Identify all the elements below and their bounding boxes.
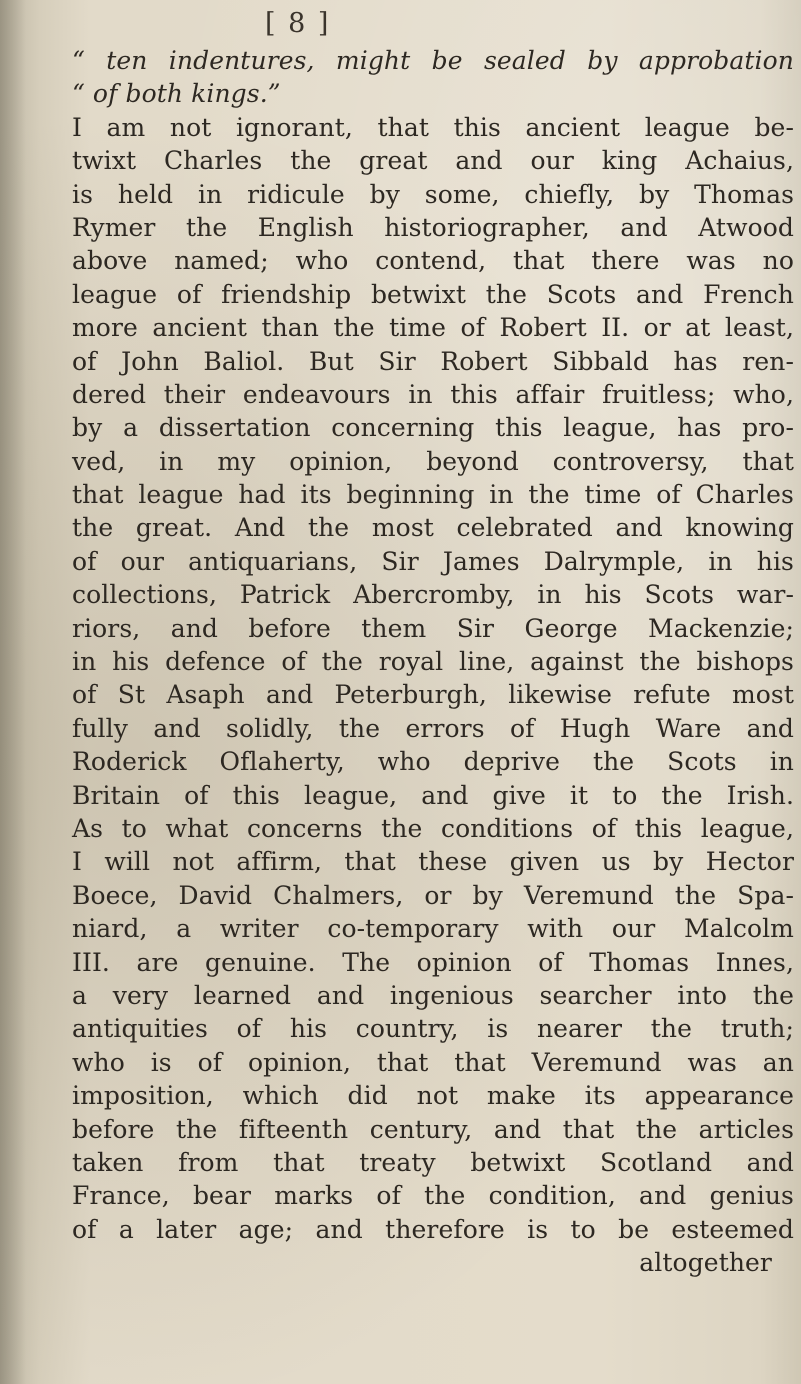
- text-line: dered their endeavours in this affair fruitless; who,: [72, 379, 794, 409]
- text-line: I am not ignorant, that this ancient league be-: [72, 112, 794, 142]
- text-line: riors, and before them Sir George Mackenzie;: [72, 613, 794, 643]
- text-line: is held in ridicule by some, chiefly, by Thomas: [72, 179, 794, 209]
- text-line: antiquities of his country, is nearer the truth;: [72, 1014, 794, 1044]
- text-line: III. are genuine. The opinion of Thomas Innes,: [72, 947, 794, 977]
- text-line: I will not affirm, that these given us by Hector: [72, 847, 794, 877]
- text-line: France, bear marks of the condition, and genius: [72, 1181, 794, 1211]
- text-line: the great. And the most celebrated and knowing: [72, 513, 794, 543]
- text-line: of a later age; and therefore is to be esteemed: [72, 1214, 794, 1244]
- text-line: of John Baliol. But Sir Robert Sibbald has ren-: [72, 346, 794, 376]
- text-line: “ ten indentures, might be sealed by approbation: [72, 46, 794, 75]
- text-line: before the fifteenth century, and that the articles: [72, 1114, 794, 1144]
- text-line: collections, Patrick Abercromby, in his Scots war-: [72, 580, 794, 610]
- text-line: Britain of this league, and give it to the Irish.: [72, 780, 794, 810]
- text-line: twixt Charles the great and our king Achaius,: [72, 146, 794, 176]
- text-line: imposition, which did not make its appearance: [72, 1081, 794, 1111]
- text-line: Roderick Oflaherty, who deprive the Scots in: [72, 747, 794, 777]
- text-line: that league had its beginning in the time of Charles: [72, 480, 794, 510]
- text-line: taken from that treaty betwixt Scotland and: [72, 1147, 794, 1177]
- text-line: ved, in my opinion, beyond controversy, that: [72, 446, 794, 476]
- text-line: more ancient than the time of Robert II. or at least,: [72, 313, 794, 343]
- text-line: in his defence of the royal line, against the bishops: [72, 647, 794, 677]
- text-line: “ of both kings.”: [72, 79, 281, 109]
- text-line: fully and solidly, the errors of Hugh Ware and: [72, 713, 794, 743]
- page-gutter-shadow: [0, 0, 26, 1384]
- text-line: niard, a writer co-temporary with our Malcolm: [72, 914, 794, 944]
- text-line: Rymer the English historiographer, and Atwood: [72, 212, 794, 242]
- catchword: altogether: [639, 1248, 772, 1278]
- text-line: As to what concerns the conditions of this league,: [72, 813, 794, 843]
- text-line: of our antiquarians, Sir James Dalrymple, in his: [72, 546, 794, 576]
- text-line: who is of opinion, that that Veremund was an: [72, 1047, 794, 1077]
- text-line: a very learned and ingenious searcher into the: [72, 980, 794, 1010]
- body-text: [72, 44, 794, 1279]
- text-line: Boece, David Chalmers, or by Veremund the Spa-: [72, 880, 794, 910]
- text-line: of St Asaph and Peterburgh, likewise refute most: [72, 680, 794, 710]
- text-line: above named; who contend, that there was no: [72, 246, 794, 276]
- text-line: by a dissertation concerning this league, has pro-: [72, 413, 794, 443]
- text-line: league of friendship betwixt the Scots and French: [72, 279, 794, 309]
- page-number: [ 8 ]: [265, 8, 331, 39]
